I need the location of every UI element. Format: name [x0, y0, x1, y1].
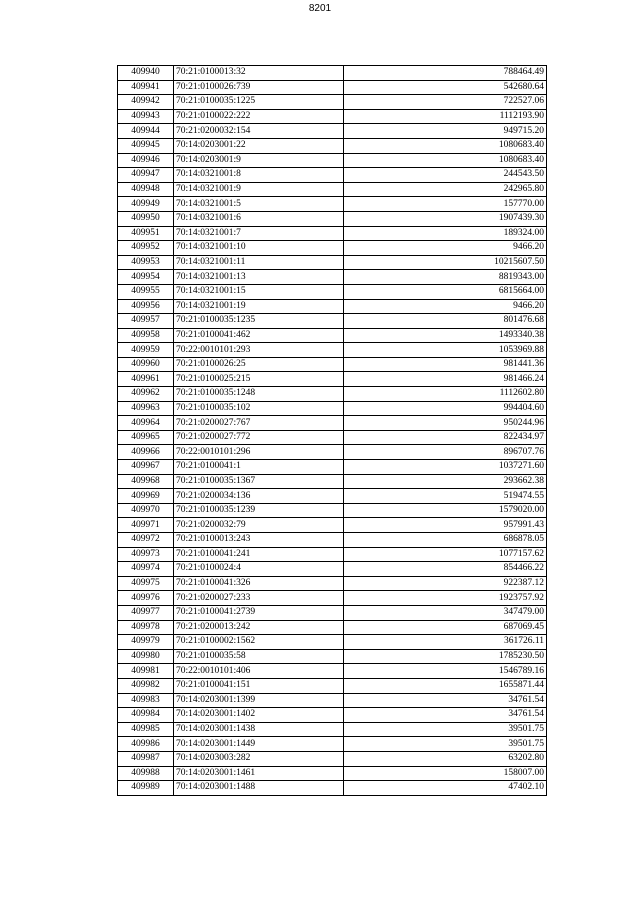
- cadastral-number-cell: 70:21:0200027:233: [174, 591, 344, 606]
- cadastral-value-cell: 994404.60: [344, 401, 547, 416]
- row-id-cell: 409977: [118, 605, 174, 620]
- cadastral-number-cell: 70:21:0100041:462: [174, 328, 344, 343]
- cadastral-number-cell: 70:21:0200013:242: [174, 620, 344, 635]
- table-row: [118, 460, 547, 475]
- table-row: [118, 489, 547, 504]
- cadastral-number-cell: 70:14:0321001:9: [174, 182, 344, 197]
- cadastral-value-cell: 922387.12: [344, 576, 547, 591]
- row-id-cell: 409988: [118, 766, 174, 781]
- table-row: [118, 474, 547, 489]
- cadastral-number-cell: 70:21:0100035:1225: [174, 95, 344, 110]
- table-row: [118, 372, 547, 387]
- cadastral-value-cell: 854466.22: [344, 562, 547, 577]
- row-id-cell: 409986: [118, 737, 174, 752]
- cadastral-value-cell: 1077157.62: [344, 547, 547, 562]
- table-row: [118, 138, 547, 153]
- cadastral-value-cell: 189324.00: [344, 226, 547, 241]
- cadastral-number-cell: 70:14:0203001:1399: [174, 693, 344, 708]
- row-id-cell: 409982: [118, 678, 174, 693]
- page-number: 8201: [308, 3, 332, 14]
- table-row: [118, 591, 547, 606]
- cadastral-value-cell: 949715.20: [344, 124, 547, 139]
- cadastral-number-cell: 70:14:0321001:13: [174, 270, 344, 285]
- cadastral-number-cell: 70:21:0100041:241: [174, 547, 344, 562]
- cadastral-number-cell: 70:14:0321001:8: [174, 168, 344, 183]
- row-id-cell: 409954: [118, 270, 174, 285]
- cadastral-value-cell: 1785230.50: [344, 649, 547, 664]
- cadastral-value-cell: 981466.24: [344, 372, 547, 387]
- cadastral-value-cell: 957991.43: [344, 518, 547, 533]
- table-row: [118, 693, 547, 708]
- cadastral-value-cell: 34761.54: [344, 693, 547, 708]
- table-row: [118, 635, 547, 650]
- cadastral-value-cell: 63202.80: [344, 751, 547, 766]
- table-row: [118, 197, 547, 212]
- cadastral-number-cell: 70:21:0100022:222: [174, 109, 344, 124]
- cadastral-number-cell: 70:14:0321001:10: [174, 241, 344, 256]
- cadastral-value-cell: 158007.00: [344, 766, 547, 781]
- table-row: [118, 503, 547, 518]
- cadastral-number-cell: 70:21:0200027:772: [174, 430, 344, 445]
- row-id-cell: 409941: [118, 80, 174, 95]
- cadastral-number-cell: 70:21:0100035:58: [174, 649, 344, 664]
- row-id-cell: 409974: [118, 562, 174, 577]
- cadastral-number-cell: 70:14:0203001:1488: [174, 781, 344, 796]
- cadastral-number-cell: 70:22:0010101:293: [174, 343, 344, 358]
- cadastral-number-cell: 70:21:0200027:767: [174, 416, 344, 431]
- row-id-cell: 409960: [118, 357, 174, 372]
- cadastral-value-cell: 1923757.92: [344, 591, 547, 606]
- row-id-cell: 409984: [118, 708, 174, 723]
- cadastral-number-cell: 70:21:0100035:102: [174, 401, 344, 416]
- cadastral-value-cell: 981441.36: [344, 357, 547, 372]
- cadastral-value-cell: 686878.05: [344, 533, 547, 548]
- row-id-cell: 409971: [118, 518, 174, 533]
- cadastral-number-cell: 70:21:0100025:215: [174, 372, 344, 387]
- row-id-cell: 409940: [118, 66, 174, 81]
- cadastral-value-cell: 242965.80: [344, 182, 547, 197]
- cadastral-value-cell: 1907439.30: [344, 211, 547, 226]
- table-row: [118, 708, 547, 723]
- table-row: [118, 678, 547, 693]
- row-id-cell: 409956: [118, 299, 174, 314]
- row-id-cell: 409944: [118, 124, 174, 139]
- cadastral-value-cell: 1546789.16: [344, 664, 547, 679]
- cadastral-number-cell: 70:21:0100041:1: [174, 460, 344, 475]
- cadastral-value-cell: 950244.96: [344, 416, 547, 431]
- table-row: [118, 576, 547, 591]
- cadastral-value-cell: 9466.20: [344, 299, 547, 314]
- cadastral-number-cell: 70:14:0321001:19: [174, 299, 344, 314]
- cadastral-value-cell: 1080683.40: [344, 153, 547, 168]
- cadastral-number-cell: 70:14:0203003:282: [174, 751, 344, 766]
- table-row: [118, 562, 547, 577]
- cadastral-number-cell: 70:21:0200032:154: [174, 124, 344, 139]
- row-id-cell: 409976: [118, 591, 174, 606]
- row-id-cell: 409957: [118, 314, 174, 329]
- cadastral-value-cell: 1037271.60: [344, 460, 547, 475]
- cadastral-value-cell: 1080683.40: [344, 138, 547, 153]
- cadastral-number-cell: 70:14:0203001:1449: [174, 737, 344, 752]
- row-id-cell: 409962: [118, 387, 174, 402]
- row-id-cell: 409958: [118, 328, 174, 343]
- cadastral-value-cell: 822434.97: [344, 430, 547, 445]
- table-row: [118, 387, 547, 402]
- cadastral-number-cell: 70:21:0200034:136: [174, 489, 344, 504]
- cadastral-number-cell: 70:21:0100002:1562: [174, 635, 344, 650]
- table-row: [118, 211, 547, 226]
- row-id-cell: 409972: [118, 533, 174, 548]
- table-row: [118, 66, 547, 81]
- row-id-cell: 409949: [118, 197, 174, 212]
- cadastral-value-cell: 1053969.88: [344, 343, 547, 358]
- table-row: [118, 620, 547, 635]
- cadastral-value-cell: 8819343.00: [344, 270, 547, 285]
- table-row: [118, 168, 547, 183]
- table-row: [118, 328, 547, 343]
- cadastral-number-cell: 70:21:0100035:1367: [174, 474, 344, 489]
- table-row: [118, 270, 547, 285]
- row-id-cell: 409964: [118, 416, 174, 431]
- table-row: [118, 737, 547, 752]
- row-id-cell: 409989: [118, 781, 174, 796]
- cadastral-number-cell: 70:22:0010101:296: [174, 445, 344, 460]
- cadastral-number-cell: 70:21:0100035:1248: [174, 387, 344, 402]
- cadastral-number-cell: 70:14:0203001:22: [174, 138, 344, 153]
- cadastral-number-cell: 70:14:0203001:1438: [174, 722, 344, 737]
- cadastral-value-cell: 361726.11: [344, 635, 547, 650]
- cadastral-value-cell: 542680.64: [344, 80, 547, 95]
- row-id-cell: 409979: [118, 635, 174, 650]
- cadastral-number-cell: 70:21:0100026:25: [174, 357, 344, 372]
- row-id-cell: 409951: [118, 226, 174, 241]
- table-body: [118, 66, 547, 796]
- row-id-cell: 409975: [118, 576, 174, 591]
- cadastral-value-cell: 801476.68: [344, 314, 547, 329]
- row-id-cell: 409968: [118, 474, 174, 489]
- row-id-cell: 409950: [118, 211, 174, 226]
- cadastral-value-cell: 293662.38: [344, 474, 547, 489]
- row-id-cell: 409953: [118, 255, 174, 270]
- table-row: [118, 124, 547, 139]
- cadastral-value-cell: 244543.50: [344, 168, 547, 183]
- table-row: [118, 751, 547, 766]
- cadastral-number-cell: 70:14:0321001:7: [174, 226, 344, 241]
- row-id-cell: 409942: [118, 95, 174, 110]
- row-id-cell: 409945: [118, 138, 174, 153]
- table-row: [118, 299, 547, 314]
- row-id-cell: 409948: [118, 182, 174, 197]
- cadastral-number-cell: 70:21:0100026:739: [174, 80, 344, 95]
- cadastral-value-cell: 687069.45: [344, 620, 547, 635]
- table-row: [118, 226, 547, 241]
- row-id-cell: 409967: [118, 460, 174, 475]
- table-row: [118, 722, 547, 737]
- table-row: [118, 649, 547, 664]
- table-row: [118, 80, 547, 95]
- cadastral-value-cell: 896707.76: [344, 445, 547, 460]
- table-row: [118, 766, 547, 781]
- cadastral-number-cell: 70:21:0100041:151: [174, 678, 344, 693]
- table-row: [118, 182, 547, 197]
- row-id-cell: 409947: [118, 168, 174, 183]
- row-id-cell: 409978: [118, 620, 174, 635]
- table-row: [118, 343, 547, 358]
- table-row: [118, 401, 547, 416]
- cadastral-value-cell: 39501.75: [344, 722, 547, 737]
- cadastral-number-cell: 70:14:0203001:1402: [174, 708, 344, 723]
- cadastral-value-cell: 39501.75: [344, 737, 547, 752]
- table-row: [118, 430, 547, 445]
- table-row: [118, 547, 547, 562]
- table-row: [118, 605, 547, 620]
- row-id-cell: 409961: [118, 372, 174, 387]
- cadastral-number-cell: 70:14:0321001:6: [174, 211, 344, 226]
- cadastral-value-cell: 1655871.44: [344, 678, 547, 693]
- cadastral-value-cell: 157770.00: [344, 197, 547, 212]
- cadastral-value-cell: 34761.54: [344, 708, 547, 723]
- table-row: [118, 445, 547, 460]
- table-row: [118, 284, 547, 299]
- table-row: [118, 109, 547, 124]
- cadastral-value-cell: 788464.49: [344, 66, 547, 81]
- row-id-cell: 409946: [118, 153, 174, 168]
- row-id-cell: 409952: [118, 241, 174, 256]
- row-id-cell: 409963: [118, 401, 174, 416]
- cadastral-number-cell: 70:14:0321001:11: [174, 255, 344, 270]
- cadastral-number-cell: 70:21:0100035:1235: [174, 314, 344, 329]
- cadastral-number-cell: 70:21:0100041:326: [174, 576, 344, 591]
- cadastral-number-cell: 70:21:0100013:243: [174, 533, 344, 548]
- table-row: [118, 781, 547, 796]
- cadastral-value-cell: 1112193.90: [344, 109, 547, 124]
- cadastral-value-cell: 47402.10: [344, 781, 547, 796]
- cadastral-number-cell: 70:14:0203001:9: [174, 153, 344, 168]
- row-id-cell: 409987: [118, 751, 174, 766]
- table-row: [118, 518, 547, 533]
- cadastral-number-cell: 70:14:0321001:15: [174, 284, 344, 299]
- cadastral-value-cell: 519474.55: [344, 489, 547, 504]
- row-id-cell: 409969: [118, 489, 174, 504]
- cadastral-number-cell: 70:21:0100041:2739: [174, 605, 344, 620]
- cadastral-number-cell: 70:14:0321001:5: [174, 197, 344, 212]
- table-row: [118, 357, 547, 372]
- cadastral-value-cell: 6815664.00: [344, 284, 547, 299]
- cadastral-number-cell: 70:21:0100035:1239: [174, 503, 344, 518]
- table-row: [118, 95, 547, 110]
- row-id-cell: 409985: [118, 722, 174, 737]
- table-row: [118, 416, 547, 431]
- table-row: [118, 664, 547, 679]
- cadastral-value-cell: 1112602.80: [344, 387, 547, 402]
- row-id-cell: 409959: [118, 343, 174, 358]
- row-id-cell: 409943: [118, 109, 174, 124]
- cadastral-number-cell: 70:14:0203001:1461: [174, 766, 344, 781]
- table-row: [118, 314, 547, 329]
- table-row: [118, 533, 547, 548]
- cadastral-number-cell: 70:21:0200032:79: [174, 518, 344, 533]
- cadastral-value-cell: 9466.20: [344, 241, 547, 256]
- table-row: [118, 255, 547, 270]
- cadastral-number-cell: 70:21:0100024:4: [174, 562, 344, 577]
- row-id-cell: 409980: [118, 649, 174, 664]
- cadastral-value-table: [117, 65, 547, 796]
- row-id-cell: 409970: [118, 503, 174, 518]
- row-id-cell: 409973: [118, 547, 174, 562]
- cadastral-value-cell: 722527.06: [344, 95, 547, 110]
- row-id-cell: 409955: [118, 284, 174, 299]
- table-row: [118, 241, 547, 256]
- row-id-cell: 409981: [118, 664, 174, 679]
- cadastral-number-cell: 70:22:0010101:406: [174, 664, 344, 679]
- row-id-cell: 409965: [118, 430, 174, 445]
- row-id-cell: 409983: [118, 693, 174, 708]
- cadastral-number-cell: 70:21:0100013:32: [174, 66, 344, 81]
- cadastral-value-cell: 1579020.00: [344, 503, 547, 518]
- cadastral-value-cell: 1493340.38: [344, 328, 547, 343]
- cadastral-value-cell: 347479.00: [344, 605, 547, 620]
- table-row: [118, 153, 547, 168]
- row-id-cell: 409966: [118, 445, 174, 460]
- cadastral-value-cell: 10215607.50: [344, 255, 547, 270]
